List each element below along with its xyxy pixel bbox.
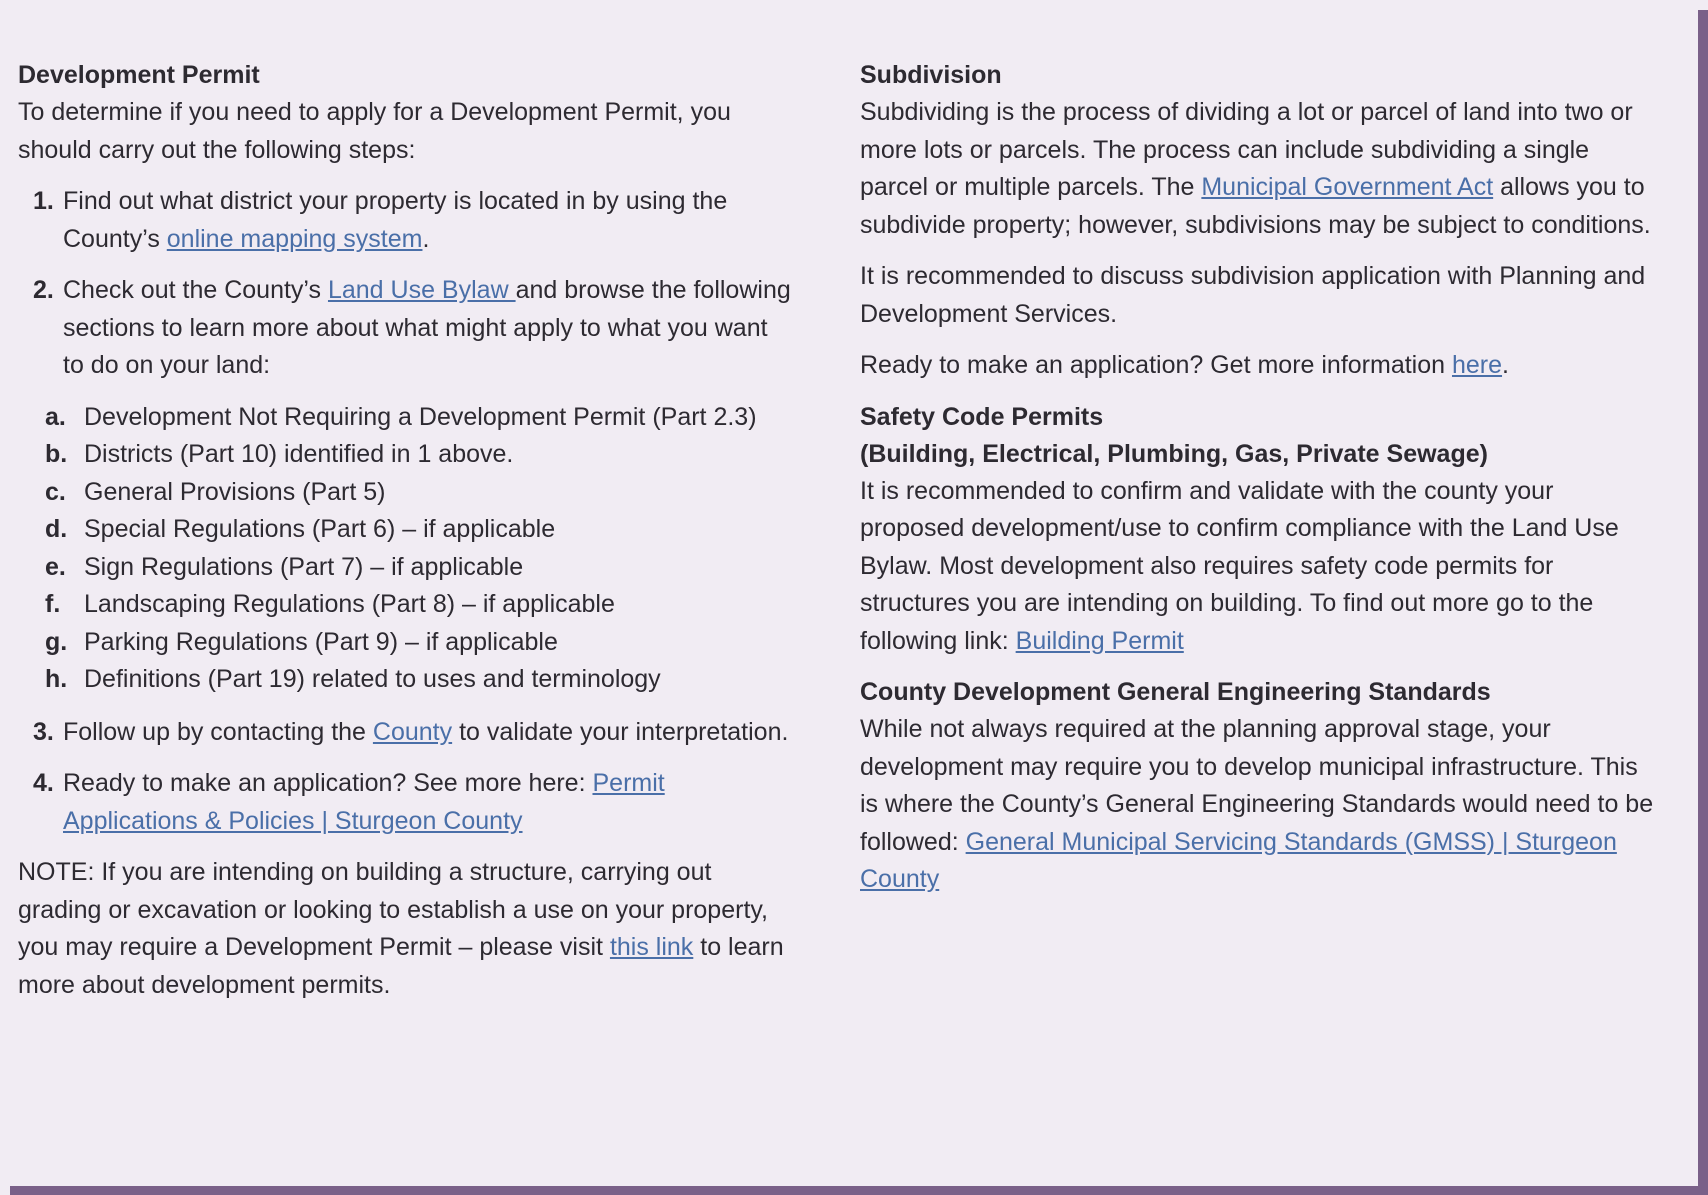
text-segment: allows you to subdivide property; however, subdivisions may be subject to conditions. <box>860 173 1651 239</box>
lettered-item <box>18 436 795 474</box>
inline-link[interactable]: Land Use Bylaw <box>327 276 516 304</box>
text-segment: While not always required at the planning approval stage, your development may require you to develop municipal infrastructure. This is where the County’s General Engineering Standards would need to be followed: <box>860 715 1654 856</box>
content-section <box>860 399 1662 661</box>
text-segment: Follow up by contacting the <box>63 717 373 746</box>
list-marker: 2. <box>33 276 54 304</box>
list-marker: 3. <box>33 717 54 746</box>
numbered-step <box>18 765 795 840</box>
step-text <box>63 183 795 258</box>
lettered-sublist <box>18 399 795 699</box>
item-text <box>84 474 795 512</box>
inline-link[interactable]: online mapping system <box>166 224 423 253</box>
item-text <box>84 549 795 587</box>
item-text <box>84 624 795 662</box>
list-marker: 4. <box>33 769 54 797</box>
item-text <box>84 399 795 437</box>
lettered-item <box>18 586 795 624</box>
text-segment: Check out the County’s <box>63 276 328 304</box>
page-shadow-bottom <box>10 1186 1708 1195</box>
lettered-item <box>18 549 795 587</box>
lettered-item <box>18 661 795 699</box>
numbered-step <box>18 183 795 258</box>
content-section <box>860 57 1662 385</box>
lettered-item <box>18 474 795 512</box>
list-marker: c. <box>45 477 66 506</box>
lettered-item <box>18 624 795 662</box>
text-segment: and browse the following sections to learn more about what might apply to what you want to do on your land: <box>63 276 791 379</box>
text-segment: Districts (Part 10) identified in 1 above. <box>84 440 514 468</box>
list-marker: h. <box>45 665 68 693</box>
page-shadow-right <box>1698 10 1708 1195</box>
list-marker: g. <box>45 627 68 656</box>
heading-line: County Development General Engineering Standards <box>860 678 1491 706</box>
text-segment: . <box>422 224 430 253</box>
text-segment: Special Regulations (Part 6) – if applicable <box>84 515 556 543</box>
text-segment: Landscaping Regulations (Part 8) – if applicable <box>84 590 615 618</box>
paragraph <box>860 347 1662 385</box>
numbered-steps-list <box>18 183 795 840</box>
inline-link[interactable]: Permit Applications & Policies | Sturgeon County <box>63 769 665 835</box>
text-segment: . <box>1502 351 1509 379</box>
paragraph <box>860 473 1662 661</box>
inline-link[interactable]: Building Permit <box>1015 626 1184 655</box>
section-heading <box>860 674 1662 711</box>
numbered-step <box>18 714 795 752</box>
paragraph <box>860 258 1662 333</box>
text-segment: Sign Regulations (Part 7) – if applicable <box>84 552 524 581</box>
numbered-step <box>18 272 795 385</box>
text-segment: It is recommended to discuss subdivision application with Planning and Development Services. <box>860 262 1646 328</box>
text-segment: Definitions (Part 19) related to uses and terminology <box>84 665 661 693</box>
paragraph <box>860 711 1662 899</box>
list-marker: 1. <box>33 187 54 215</box>
heading-line: Subdivision <box>860 61 1002 89</box>
text-segment: Parking Regulations (Part 9) – if applicable <box>84 627 558 656</box>
step-text <box>63 714 795 752</box>
text-segment: Ready to make an application? See more here: <box>63 769 593 797</box>
inline-link[interactable]: Municipal Government Act <box>1201 173 1494 201</box>
list-marker: a. <box>45 402 66 431</box>
heading-line: Safety Code Permits <box>860 402 1104 431</box>
lettered-item <box>18 511 795 549</box>
item-text <box>84 661 795 699</box>
intro-paragraph <box>18 94 795 169</box>
item-text <box>84 436 795 474</box>
section-heading <box>860 399 1662 473</box>
inline-link[interactable]: this link <box>609 933 694 961</box>
content-section <box>860 674 1662 899</box>
step-text <box>63 272 795 385</box>
text-segment: to learn more about development permits. <box>18 933 784 999</box>
right-column <box>860 57 1662 1018</box>
text-segment: It is recommended to confirm and validate with the county your proposed development/use to confirm compliance with the Land Use Bylaw. Most development also requires safety code permits for structures you are intending on building. To find out more go to the following link: <box>860 476 1619 655</box>
paragraph <box>860 94 1662 244</box>
text-segment: NOTE: If you are intending on building a structure, carrying out grading or excavation or looking to establish a use on your property, you may require a Development Permit – please visit <box>18 858 768 961</box>
list-marker: e. <box>45 552 66 581</box>
text-segment: General Provisions (Part 5) <box>84 477 386 506</box>
lettered-item <box>18 399 795 437</box>
item-text <box>84 586 795 624</box>
text-segment: Ready to make an application? Get more information <box>860 351 1452 379</box>
heading-line: (Building, Electrical, Plumbing, Gas, Private Sewage) <box>860 439 1488 468</box>
text-segment: To determine if you need to apply for a Development Permit, you should carry out the following steps: <box>18 98 731 164</box>
step-text <box>63 765 795 840</box>
list-marker: b. <box>45 440 68 468</box>
inline-link[interactable]: here <box>1451 351 1503 379</box>
inline-link[interactable]: General Municipal Servicing Standards (GMSS) | Sturgeon County <box>860 827 1617 893</box>
text-segment: Find out what district your property is located in by using the County’s <box>63 187 728 253</box>
note-paragraph <box>18 854 795 1004</box>
list-marker: f. <box>45 590 61 618</box>
text-segment: Subdividing is the process of dividing a lot or parcel of land into two or more lots or parcels. The process can include subdividing a single parcel or multiple parcels. The <box>860 98 1633 201</box>
list-marker: d. <box>45 515 68 543</box>
inline-link[interactable]: County <box>372 717 453 746</box>
section-heading <box>860 57 1662 94</box>
section-heading-development-permit: Development Permit <box>18 61 260 89</box>
text-segment: to validate your interpretation. <box>452 717 789 746</box>
text-segment: Development Not Requiring a Development Permit (Part 2.3) <box>84 402 757 431</box>
item-text <box>84 511 795 549</box>
left-column <box>18 57 795 1018</box>
